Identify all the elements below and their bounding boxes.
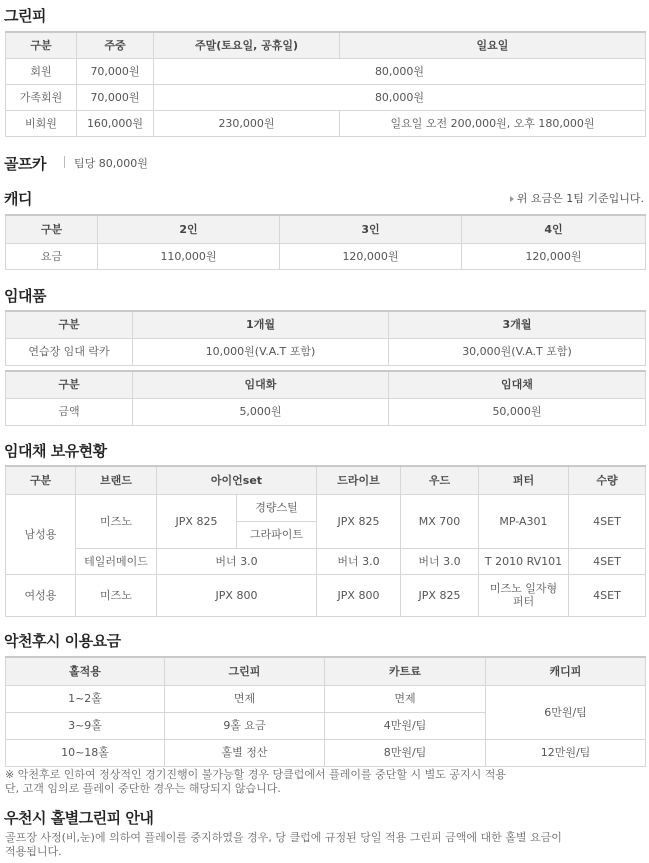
cell-wood: MX 700 [401,494,479,548]
header-holes: 홀적용 [6,657,165,685]
cell-greenfee: 9홀 요금 [165,712,325,739]
header-4p: 4인 [462,215,646,243]
header-2p: 2인 [98,215,280,243]
arrow-right-icon [510,196,514,202]
caddie-table [5,214,646,270]
header-category: 구분 [6,32,77,58]
header-sunday: 일요일 [340,32,646,58]
cell-greenfee: 면제 [165,685,325,712]
section-title-greenfee: 그린피 [4,7,46,25]
cell-holes: 1~2홀 [6,685,165,712]
row-label: 회원 [6,58,77,84]
cell-brand: 미즈노 [76,494,157,548]
cell-sunday: 일요일 오전 200,000원, 오후 180,000원 [340,110,646,136]
header-putter: 퍼터 [479,466,569,494]
header-driver: 드라이브 [317,466,401,494]
cell-weekend-sunday: 80,000원 [154,84,646,110]
row-label-male: 남성용 [6,494,76,574]
cell-wood: 버너 3.0 [401,548,479,574]
cell-quantity: 4SET [569,548,646,574]
cell-greenfee: 홀별 정산 [165,739,325,766]
cell-quantity: 4SET [569,574,646,616]
cell-cart-fee: 8만원/팀 [325,739,486,766]
rain-text-line: 적용됩니다. [5,845,62,858]
header-caddie-fee: 캐디피 [486,657,646,685]
header-brand: 브랜드 [76,466,157,494]
cell-weekend: 230,000원 [154,110,340,136]
rain-hole-text [5,831,645,859]
section-title-club-inventory: 임대채 보유현황 [4,442,107,460]
header-shoes: 임대화 [133,371,389,398]
header-1month: 1개월 [133,311,389,338]
header-3p: 3인 [280,215,462,243]
header-greenfee: 그린피 [165,657,325,685]
divider [64,156,65,168]
golfcart-fee [60,155,148,171]
cell-brand: 미즈노 [76,574,157,616]
cell-caddie-fee: 6만원/팀 [486,685,646,739]
bad-weather-footnote [5,768,605,796]
header-clubs: 임대채 [389,371,646,398]
cell-3p: 120,000원 [280,243,462,269]
header-weekend: 주말(토요일, 공휴일) [154,32,340,58]
caddie-note-text: 위 요금은 1팀 기준입니다. [516,192,644,205]
cell-holes: 10~18홀 [6,739,165,766]
header-cart-fee: 카트료 [325,657,486,685]
section-title-rental: 임대품 [4,287,46,305]
header-weekday: 주중 [77,32,154,58]
cell-cart-fee: 4만원/팀 [325,712,486,739]
section-title-caddie: 캐디 [4,190,32,208]
header-iron-set: 아이언set [157,466,317,494]
header-category: 구분 [6,311,133,338]
footnote-line: ※ 악천후로 인하여 정상적인 경기진행이 불가능할 경우 당클럽에서 플레이를 중단할 시 별도 공지시 적용 [5,768,506,781]
row-label: 가족회원 [6,84,77,110]
section-title-bad-weather: 악천후시 이용요금 [4,632,121,650]
cell-quantity: 4SET [569,494,646,548]
cell-shaft: 경량스틸 [237,494,317,521]
row-label: 요금 [6,243,98,269]
cell-weekday: 70,000원 [77,58,154,84]
cell-shoes: 5,000원 [133,398,389,425]
greenfee-table [5,31,646,137]
cell-driver: JPX 800 [317,574,401,616]
cell-holes: 3~9홀 [6,712,165,739]
cell-2p: 110,000원 [98,243,280,269]
cell-weekday: 160,000원 [77,110,154,136]
cell-iron: 버너 3.0 [157,548,317,574]
section-title-golfcart: 골프카 [4,155,46,173]
caddie-note [510,190,644,206]
header-quantity: 수량 [569,466,646,494]
row-label: 금액 [6,398,133,425]
rental-gear-table [5,370,646,426]
cell-putter: T 2010 RV101 [479,548,569,574]
footnote-line: 단, 고객 임의로 플레이 중단한 경우는 해당되지 않습니다. [5,782,281,795]
rental-locker-table [5,310,646,366]
header-wood: 우드 [401,466,479,494]
cell-cart-fee: 면제 [325,685,486,712]
cell-driver: 버너 3.0 [317,548,401,574]
row-label: 비회원 [6,110,77,136]
golfcart-fee-text: 팀당 80,000원 [74,157,148,170]
cell-wood: JPX 825 [401,574,479,616]
putter-line: 미즈노 일자형 [489,582,558,595]
cell-4p: 120,000원 [462,243,646,269]
putter-line: 퍼터 [512,595,535,608]
section-title-rain-hole: 우천시 홀별그린피 안내 [4,809,154,827]
header-3month: 3개월 [389,311,646,338]
cell-putter: MP-A301 [479,494,569,548]
header-category: 구분 [6,215,98,243]
cell-shaft: 그라파이트 [237,521,317,548]
cell-brand: 테일러메이드 [76,548,157,574]
cell-weekday: 70,000원 [77,84,154,110]
cell-iron: JPX 825 [157,494,237,548]
cell-1month: 10,000원(V.A.T 포함) [133,338,389,365]
cell-3month: 30,000원(V.A.T 포함) [389,338,646,365]
cell-driver: JPX 825 [317,494,401,548]
club-inventory-table [5,465,646,617]
bad-weather-table [5,656,646,767]
cell-weekend-sunday: 80,000원 [154,58,646,84]
row-label: 연습장 임대 락카 [6,338,133,365]
cell-iron: JPX 800 [157,574,317,616]
cell-putter [479,574,569,616]
cell-clubs: 50,000원 [389,398,646,425]
row-label-female: 여성용 [6,574,76,616]
cell-caddie-fee: 12만원/팀 [486,739,646,766]
header-category: 구분 [6,371,133,398]
header-category: 구분 [6,466,76,494]
rain-text-line: 골프장 사정(비,눈)에 의하여 플레이를 중지하였을 경우, 당 클럽에 규정된 당일 적용 그린피 금액에 대한 홀별 요금이 [5,831,562,844]
